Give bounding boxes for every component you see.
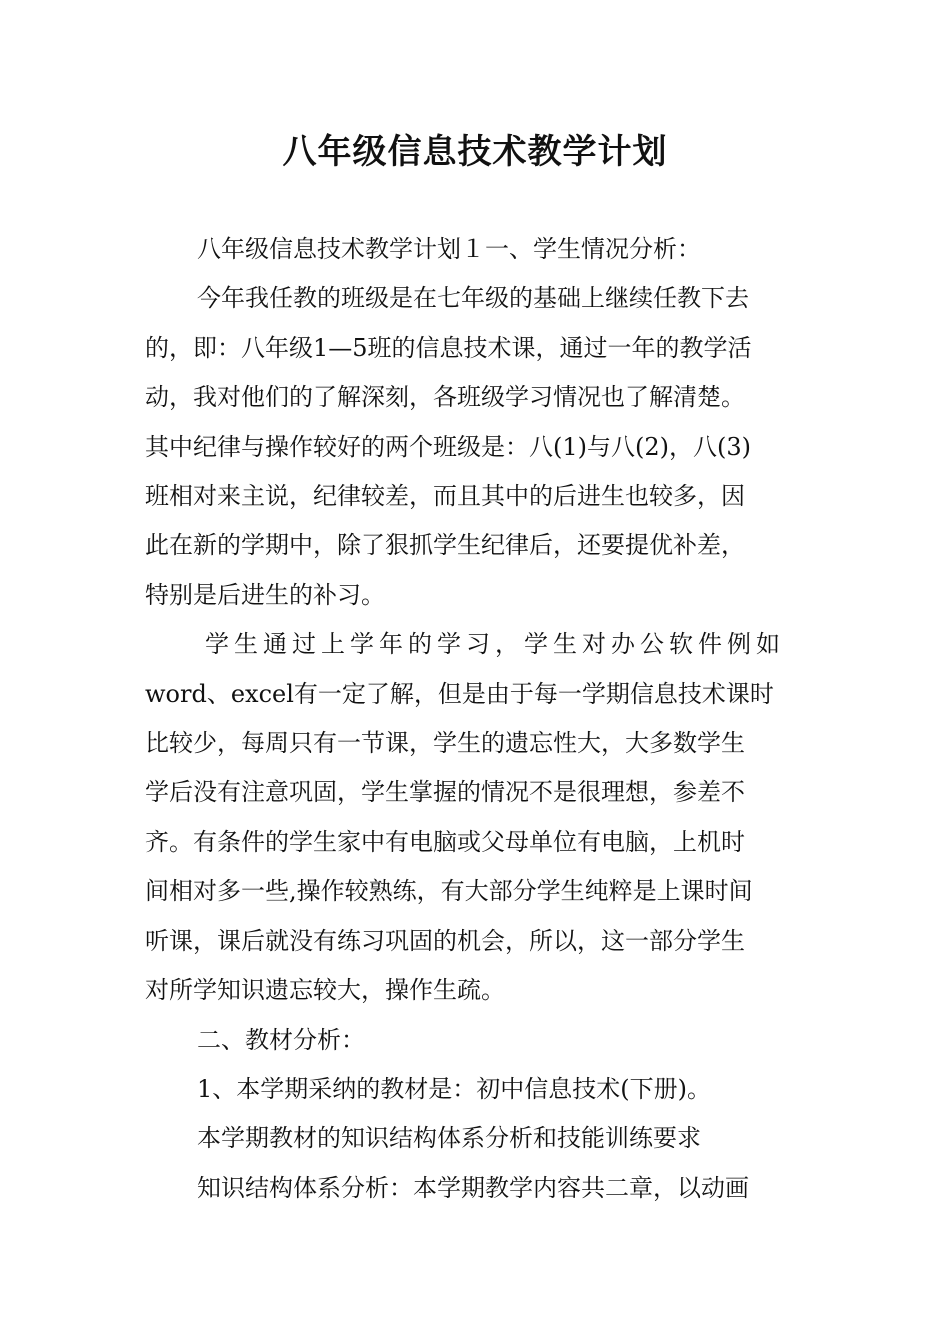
- text-line: 此在新的学期中，除了狠抓学生纪律后，还要提优补差，: [145, 531, 745, 560]
- document-body: [145, 225, 807, 1213]
- section-heading: 二、教材分析：: [197, 1025, 365, 1054]
- text-line: 对所学知识遗忘较大，操作生疏。: [145, 976, 505, 1005]
- text-line: 比较少，每周只有一节课，学生的遗忘性大，大多数学生: [145, 729, 745, 758]
- text-line: 今年我任教的班级是在七年级的基础上继续任教下去: [197, 284, 749, 313]
- text-line: 齐。有条件的学生家中有电脑或父母单位有电脑，上机时: [145, 827, 745, 856]
- text-line: 动，我对他们的了解深刻，各班级学习情况也了解清楚。: [145, 383, 745, 412]
- text-line: 知识结构体系分析：本学期教学内容共二章，以动画: [197, 1173, 749, 1202]
- text-line: 其中纪律与操作较好的两个班级是：八(1)与八(2)，八(3): [145, 432, 751, 461]
- text-line: 本学期教材的知识结构体系分析和技能训练要求: [197, 1124, 701, 1153]
- text-line: 1、本学期采纳的教材是：初中信息技术(下册)。: [197, 1074, 711, 1103]
- document-title: 八年级信息技术教学计划: [282, 132, 668, 172]
- text-line: 间相对多一些,操作较熟练，有大部分学生纯粹是上课时间: [145, 877, 753, 906]
- text-line: 特别是后进生的补习。: [145, 580, 385, 609]
- text-line: word、excel有一定了解，但是由于每一学期信息技术课时: [145, 679, 774, 708]
- text-line: 八年级信息技术教学计划１一、学生情况分析：: [197, 235, 701, 263]
- text-line: 听课，课后就没有练习巩固的机会，所以，这一部分学生: [145, 926, 745, 955]
- text-line: 的，即：八年级1—5班的信息技术课，通过一年的教学活: [145, 333, 752, 362]
- text-line: 学生通过上学年的学习，学生对办公软件例如: [205, 630, 785, 659]
- text-line: 学后没有注意巩固，学生掌握的情况不是很理想，参差不: [145, 778, 745, 807]
- text-line: 班相对来主说，纪律较差，而且其中的后进生也较多，因: [145, 482, 745, 511]
